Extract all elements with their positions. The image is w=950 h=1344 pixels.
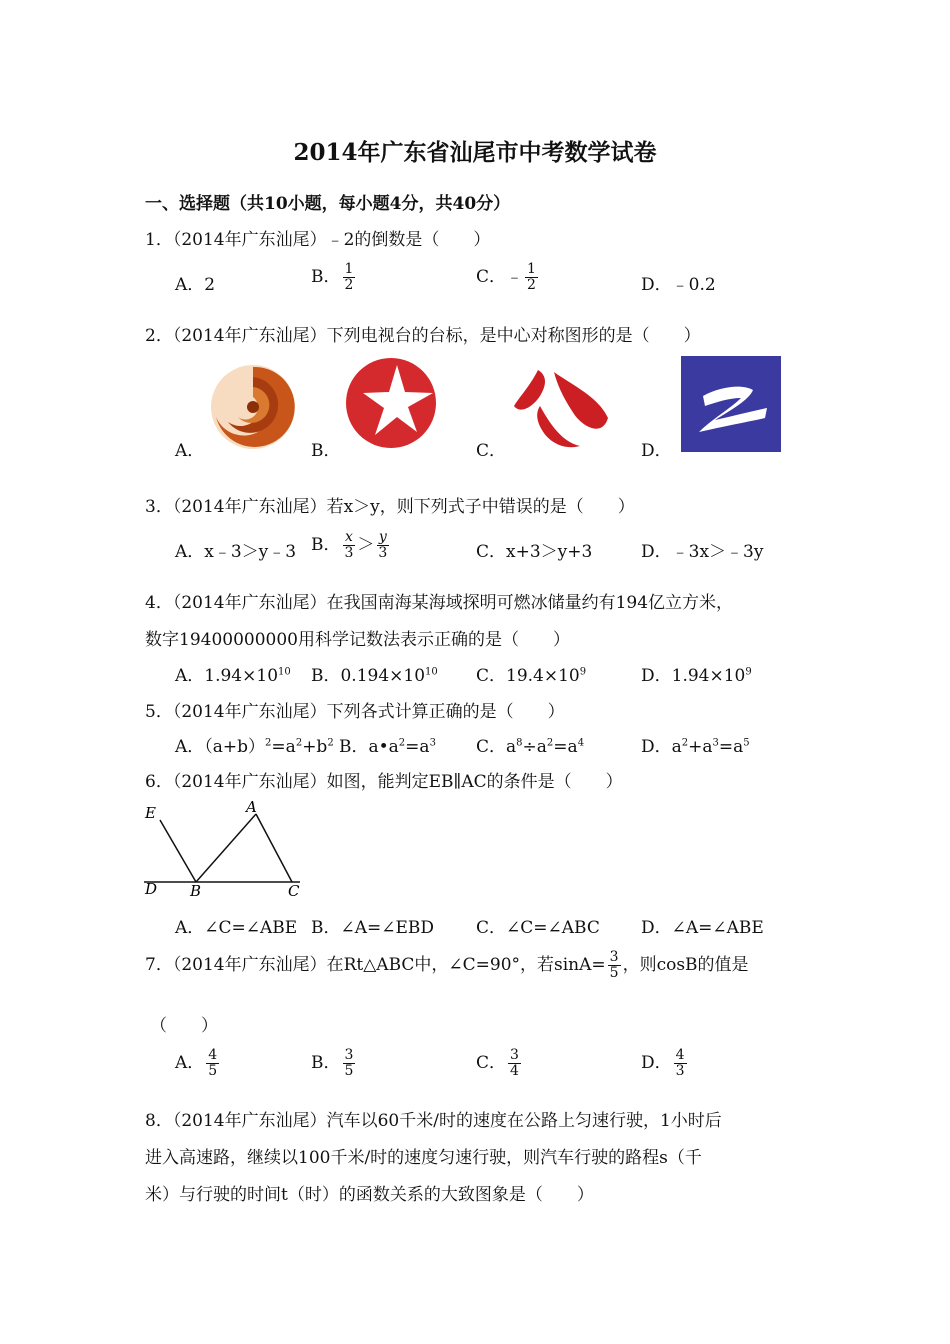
q6-option-b: B．∠A=∠EBD: [311, 918, 435, 938]
q3-option-d: D．﹣3x＞﹣3y: [641, 542, 764, 562]
page-title: 2014年广东省汕尾市中考数学试卷: [293, 139, 657, 166]
q1-option-a: A．2: [175, 275, 216, 295]
q7-option-d: D． $\frac{4}{3}$: [641, 1047, 685, 1079]
q3-option-b: B． $\frac{x}{3}$ ＞ $\frac{y}{3}$: [311, 529, 388, 561]
label-d: D: [145, 880, 158, 898]
q3-option-a: A．x﹣3＞y﹣3: [175, 542, 297, 562]
q6-geometry-figure: [140, 798, 310, 902]
section-heading: 一、选择题（共10小题，每小题4分，共40分）: [145, 194, 511, 214]
q3-option-c: C．x+3＞y+3: [476, 542, 593, 562]
segment-ba: [196, 814, 256, 882]
question-8-line-3: 米）与行驶的时间t（时）的函数关系的大致图象是（ ）: [145, 1185, 594, 1205]
q7-option-c: C． $\frac{3}{4}$: [476, 1047, 519, 1079]
question-4: 4．（2014年广东汕尾）在我国南海某海域探明可燃冰储量约有194亿立方米，: [145, 593, 734, 613]
q5-option-b: B．$a•a^2=a^3$: [339, 737, 436, 757]
q4-option-b: B．$0.194\times 10^{10}$: [311, 666, 438, 686]
q7-option-b: B． $\frac{3}{5}$: [311, 1047, 354, 1079]
question-8-line-2: 进入高速路，继续以100千米/时的速度匀速行驶，则汽车行驶的路程s（千: [145, 1148, 702, 1168]
question-8: 8．（2014年广东汕尾）汽车以60千米/时的速度在公路上匀速行驶，1小时后: [145, 1111, 722, 1131]
q1-option-b: B． $\frac{1}{2}$: [311, 261, 354, 293]
q4-option-c: C．$19.4\times 10^9$: [476, 666, 587, 686]
q1-option-c: C．﹣ $\frac{1}{2}$: [476, 261, 536, 293]
q5-option-c: C．$a^8\div a^2=a^4$: [476, 737, 585, 757]
label-a: A: [246, 798, 257, 816]
question-7: 7．（2014年广东汕尾）在Rt△ABC中，∠C=90°，若sinA= $\frac{3}{5}$ ，则cosB的值是: [145, 949, 749, 981]
q1-option-d: D．﹣0.2: [641, 275, 716, 295]
q4-option-a: A．$1.94\times 10^{10}$: [175, 666, 291, 686]
segment-ac: [256, 814, 292, 882]
question-5: 5．（2014年广东汕尾）下列各式计算正确的是（ ）: [145, 702, 565, 722]
q6-option-a: A．∠C=∠ABE: [175, 918, 298, 938]
star-circle-logo-icon: [345, 357, 437, 449]
segment-eb: [160, 820, 196, 882]
phoenix-logo-icon: [208, 362, 298, 452]
q5-option-d: D．$a^2+a^3=a^5$: [641, 737, 750, 757]
question-3: 3．（2014年广东汕尾）若x＞y，则下列式子中错误的是（ ）: [145, 497, 635, 517]
q2-option-c: C．: [476, 441, 507, 461]
q2-option-b: B．: [311, 441, 341, 461]
label-e: E: [145, 804, 156, 822]
q6-option-c: C．∠C=∠ABC: [476, 918, 600, 938]
label-b: B: [190, 882, 202, 900]
label-c: C: [288, 882, 300, 900]
question-2: 2．（2014年广东汕尾）下列电视台的台标，是中心对称图形的是（ ）: [145, 326, 701, 346]
blue-square-logo-icon: [681, 356, 781, 452]
red-swoosh-logo-icon: [510, 366, 610, 450]
question-4-line-2: 数字19400000000用科学记数法表示正确的是（ ）: [145, 630, 570, 650]
q7-answer-paren: （ ）: [150, 1016, 218, 1036]
q2-option-d: D．: [641, 441, 672, 461]
q7-option-a: A． $\frac{4}{5}$: [175, 1047, 218, 1079]
question-6: 6．（2014年广东汕尾）如图，能判定EB∥AC的条件是（ ）: [145, 772, 623, 792]
question-1: 1．（2014年广东汕尾）﹣2的倒数是（ ）: [145, 230, 491, 250]
q2-option-a: A．: [175, 441, 205, 461]
q6-option-d: D．∠A=∠ABE: [641, 918, 764, 938]
q4-option-d: D．$1.94\times 10^9$: [641, 666, 752, 686]
q5-option-a: A．$(a+b)^2=a^2+b^2$: [175, 737, 334, 757]
